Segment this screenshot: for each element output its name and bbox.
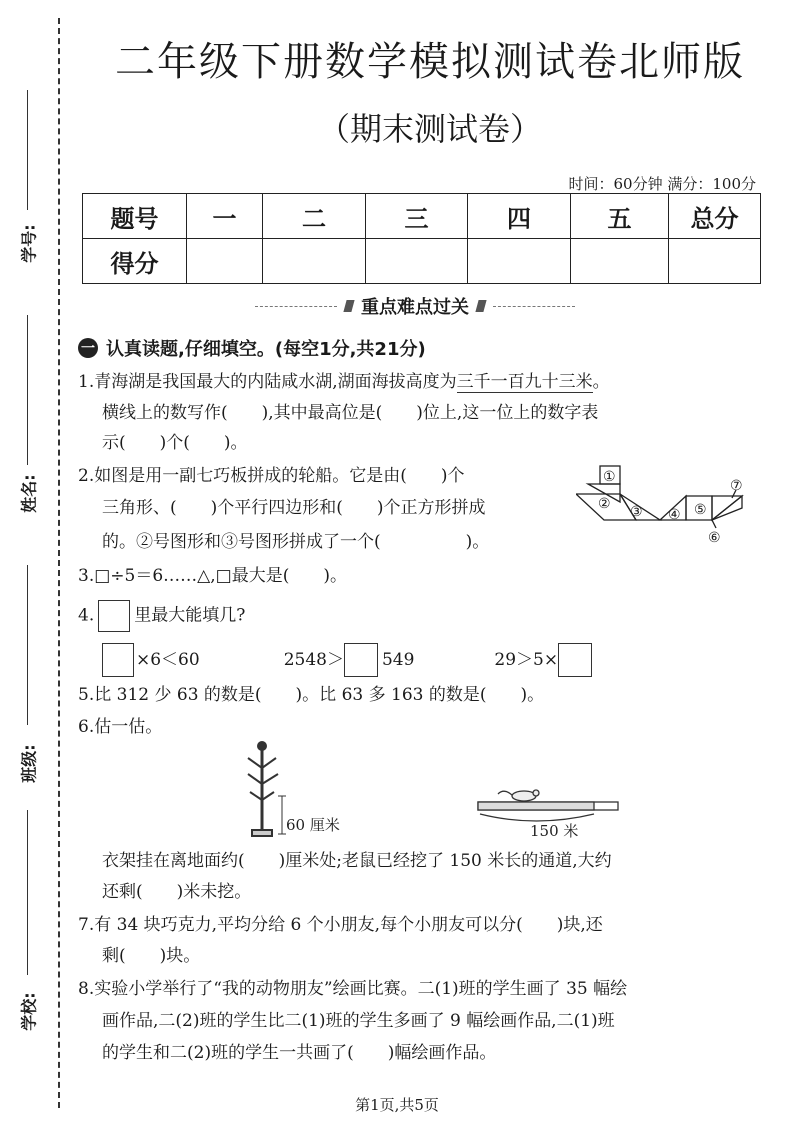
class-label: 班级:	[19, 744, 39, 783]
rack-top	[258, 742, 266, 750]
coat-rack-figure	[236, 740, 366, 840]
tunnel-brace	[480, 814, 594, 821]
expression-3: 29＞5×	[494, 650, 559, 670]
expression-1: ×6＜60	[136, 650, 200, 670]
expression-2-right: 549	[381, 650, 415, 670]
score-header-cell: 三	[366, 194, 468, 239]
tangram-label-2: ②	[598, 496, 611, 512]
rack-hook	[262, 758, 276, 768]
question-4-line-1	[78, 600, 245, 632]
part-one-instructions: 认真读题,仔细填空。(每空1分,共21分)	[106, 339, 426, 360]
question-5: 5.比 312 少 63 的数是( )。比 63 多 163 的数是( )。	[78, 685, 545, 705]
rack-hook	[262, 774, 278, 784]
tangram-label-6: ⑥	[708, 530, 721, 546]
banner-decoration	[343, 300, 354, 312]
question-4-expressions	[102, 643, 592, 677]
question-1-punct: 。	[592, 372, 610, 392]
question-8-line-3: 的学生和二(2)班的学生一共画了( )幅绘画作品。	[102, 1043, 497, 1063]
score-table-score-row	[83, 239, 761, 284]
expression-2-left: 2548＞	[283, 650, 344, 670]
tangram-label-7: ⑦	[730, 478, 743, 494]
question-6-heading: 6.估一估。	[78, 717, 163, 737]
question-3: 3.□÷5＝6……△,□最大是( )。	[78, 566, 347, 586]
question-2-line-3: 的。②号图形和③号图形拼成了一个( )。	[102, 532, 490, 552]
school-label: 学校:	[19, 992, 39, 1031]
score-cell[interactable]	[366, 239, 468, 284]
tunnel-dug-part	[478, 802, 594, 810]
score-table	[82, 193, 761, 284]
question-1-text: 1.青海湖是我国最大的内陆咸水湖,湖面海拔高度为	[78, 372, 457, 392]
rack-hook	[262, 792, 274, 800]
answer-box[interactable]	[344, 643, 378, 677]
binding-dashed-line	[58, 18, 60, 1108]
answer-box[interactable]	[98, 600, 130, 632]
question-4-number: 4.	[78, 605, 95, 626]
question-6-line-2: 还剩( )米未挖。	[102, 882, 252, 902]
score-cell[interactable]	[263, 239, 366, 284]
question-7-line-2: 剩( )块。	[102, 946, 201, 966]
score-table-header-row	[83, 194, 761, 239]
score-cell[interactable]	[571, 239, 669, 284]
name-label: 姓名:	[19, 474, 39, 513]
part-number-badge: 一	[78, 338, 98, 358]
part-one-heading	[78, 335, 426, 361]
rack-hook	[250, 792, 262, 800]
tangram-label-3: ③	[630, 504, 643, 520]
tangram-piece-7b	[712, 496, 742, 520]
tangram-pointer	[712, 520, 716, 528]
question-8-line-1: 8.实验小学举行了“我的动物朋友”绘画比赛。二(1)班的学生画了 35 幅绘	[78, 979, 628, 999]
score-cell[interactable]	[187, 239, 263, 284]
mouse-tunnel-figure	[474, 780, 624, 840]
score-header-cell: 总分	[669, 194, 761, 239]
rack-base	[252, 830, 272, 836]
student-id-label: 学号:	[19, 224, 39, 263]
question-1-line-3: 示( )个( )。	[102, 433, 248, 453]
tangram-label-4: ④	[668, 507, 681, 523]
score-header-cell: 一	[187, 194, 263, 239]
underlined-number-words: 三千一百九十三米	[456, 372, 593, 392]
question-6-line-1: 衣架挂在离地面约( )厘米处;老鼠已经挖了 150 米长的通道,大约	[102, 851, 612, 871]
tangram-label-5: ⑤	[694, 502, 707, 518]
page-title: 二年级下册数学模拟测试卷北师版	[115, 39, 745, 85]
score-header-cell: 题号	[83, 194, 187, 239]
score-header-cell: 五	[571, 194, 669, 239]
question-2-line-1: 2.如图是用一副七巧板拼成的轮船。它是由( )个	[78, 466, 465, 486]
rack-height-label: 60 厘米	[286, 816, 340, 834]
tangram-label-1: ①	[603, 469, 616, 485]
question-1-line-1	[78, 372, 610, 392]
answer-box[interactable]	[558, 643, 592, 677]
page-footer: 第1页,共5页	[355, 1096, 439, 1114]
score-cell[interactable]	[669, 239, 761, 284]
question-2-line-2: 三角形、( )个平行四边形和( )个正方形拼成	[102, 498, 486, 518]
rack-hook	[248, 758, 262, 768]
page-subtitle: （期末测试卷）	[317, 110, 542, 148]
class-field-line[interactable]	[27, 565, 28, 725]
name-field-line[interactable]	[27, 315, 28, 465]
score-header-cell: 四	[468, 194, 571, 239]
banner-title: 重点难点过关	[361, 297, 469, 318]
tunnel-length-label: 150 米	[530, 822, 579, 840]
banner-decoration	[475, 300, 486, 312]
section-banner	[255, 294, 575, 318]
tangram-ship-figure	[576, 462, 762, 546]
answer-box[interactable]	[102, 643, 134, 677]
mouse-tail	[498, 791, 512, 795]
banner-rule	[493, 306, 575, 307]
mouse-head	[533, 790, 539, 796]
question-8-line-2: 画作品,二(2)班的学生比二(1)班的学生多画了 9 幅绘画作品,二(1)班	[102, 1011, 615, 1031]
score-row-label: 得分	[83, 239, 187, 284]
question-1-line-2: 横线上的数写作( ),其中最高位是( )位上,这一位上的数字表	[102, 403, 599, 423]
rack-hook	[248, 774, 262, 784]
student-id-field-line[interactable]	[27, 90, 28, 210]
school-field-line[interactable]	[27, 810, 28, 975]
score-cell[interactable]	[468, 239, 571, 284]
banner-rule	[255, 306, 337, 307]
time-info: 时间：60分钟 满分：100分	[568, 175, 756, 193]
score-header-cell: 二	[263, 194, 366, 239]
question-7-line-1: 7.有 34 块巧克力,平均分给 6 个小朋友,每个小朋友可以分( )块,还	[78, 915, 603, 935]
question-4-text: 里最大能填几?	[134, 605, 246, 626]
